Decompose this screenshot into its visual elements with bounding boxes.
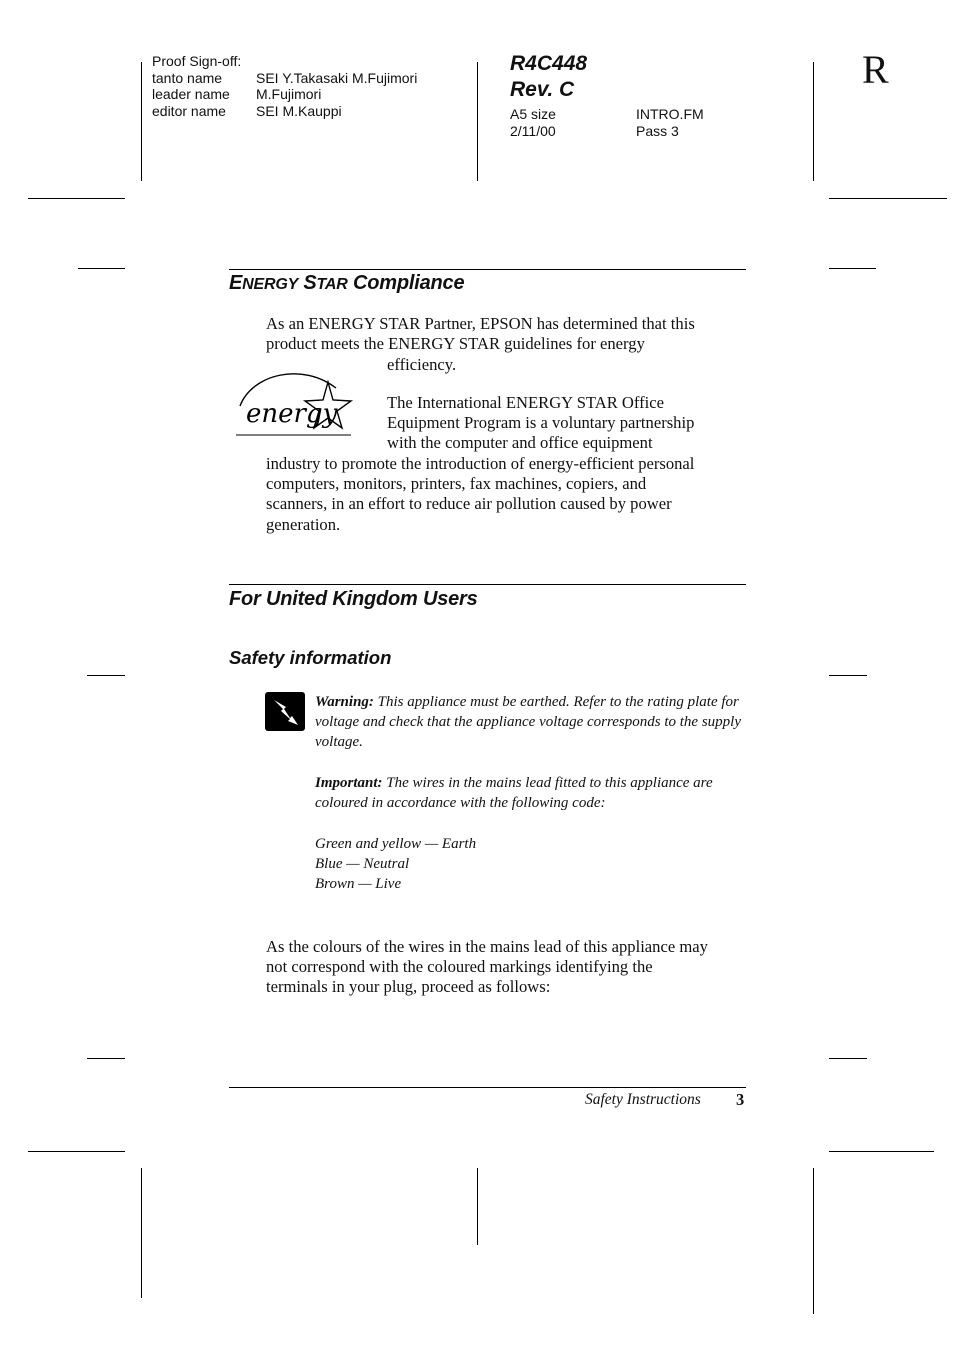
crop-mark bbox=[829, 1151, 934, 1152]
proof-row: tanto name SEI Y.Takasaki M.Fujimori bbox=[152, 69, 418, 86]
energy-paragraph-1-end: efficiency. bbox=[387, 355, 457, 374]
section-rule bbox=[229, 269, 746, 270]
proof-signoff bbox=[152, 53, 417, 119]
crop-mark bbox=[829, 268, 876, 269]
energy-star-heading: ENERGY STAR Compliance bbox=[229, 272, 465, 294]
revision-label: R4C448 Rev. C bbox=[510, 52, 588, 101]
corner-mark: R bbox=[862, 47, 889, 92]
crop-mark bbox=[477, 62, 478, 181]
crop-mark bbox=[477, 1168, 478, 1245]
important-label: Important: bbox=[315, 775, 383, 791]
list-item: Green and yellow — Earth bbox=[315, 836, 477, 852]
page-number: 3 bbox=[736, 1090, 745, 1109]
crop-mark bbox=[813, 62, 814, 181]
energy-paragraph-2: industry to promote the introduction of energy-efficient personal computers, monitors, printers, fax machines, copiers, and scanners, in an effort to reduce air pollution caused by power generation. bbox=[266, 454, 695, 534]
crop-mark bbox=[78, 268, 125, 269]
uk-users-heading: For United Kingdom Users bbox=[229, 588, 478, 610]
footer-section-title: Safety Instructions bbox=[585, 1091, 701, 1108]
list-item: Brown — Live bbox=[315, 876, 402, 893]
crop-mark bbox=[87, 675, 125, 676]
crop-mark bbox=[829, 675, 867, 676]
crop-mark bbox=[87, 1058, 125, 1059]
crop-mark bbox=[28, 1151, 125, 1152]
footer-rule bbox=[229, 1087, 746, 1088]
file-meta: A5 size INTRO.FM 2/11/00 Pass 3 bbox=[510, 106, 704, 139]
warning-label: Warning: bbox=[315, 694, 374, 710]
energy-paragraph-1: As an ENERGY STAR Partner, EPSON has determined that this product meets the ENERGY STAR guidelines for energy bbox=[266, 314, 695, 354]
safety-info-heading: Safety information bbox=[229, 647, 392, 668]
energy-paragraph-2-indented: The International ENERGY STAR Office Equipment Program is a voluntary partnership with the computer and office equipment bbox=[387, 393, 695, 453]
crop-mark bbox=[829, 198, 947, 199]
important-note: Important: The wires in the mains lead fitted to this appliance are coloured in accordance with the following code: bbox=[315, 775, 713, 812]
energy-logo-word: energy bbox=[246, 399, 338, 429]
list-item: Blue — Neutral bbox=[315, 856, 410, 873]
section-rule bbox=[229, 584, 746, 585]
plug-paragraph: As the colours of the wires in the mains lead of this appliance may not correspond with the coloured markings identifying the terminals in your plug, proceed as follows: bbox=[266, 937, 708, 997]
energy-star-logo bbox=[232, 366, 356, 438]
proof-title: Proof Sign-off: bbox=[152, 53, 242, 69]
proof-row: leader name M.Fujimori bbox=[152, 86, 322, 103]
crop-mark bbox=[813, 1168, 814, 1314]
proof-row: editor name SEI M.Kauppi bbox=[152, 102, 342, 119]
warning-note: Warning: This appliance must be earthed. Refer to the rating plate for voltage and check that the appliance voltage corresponds to the supply voltage. bbox=[315, 694, 742, 751]
wire-colour-codes bbox=[315, 834, 747, 895]
warning-icon bbox=[265, 692, 305, 731]
crop-mark bbox=[141, 62, 142, 181]
crop-mark bbox=[829, 1058, 867, 1059]
crop-mark bbox=[28, 198, 125, 199]
crop-mark bbox=[141, 1168, 142, 1298]
